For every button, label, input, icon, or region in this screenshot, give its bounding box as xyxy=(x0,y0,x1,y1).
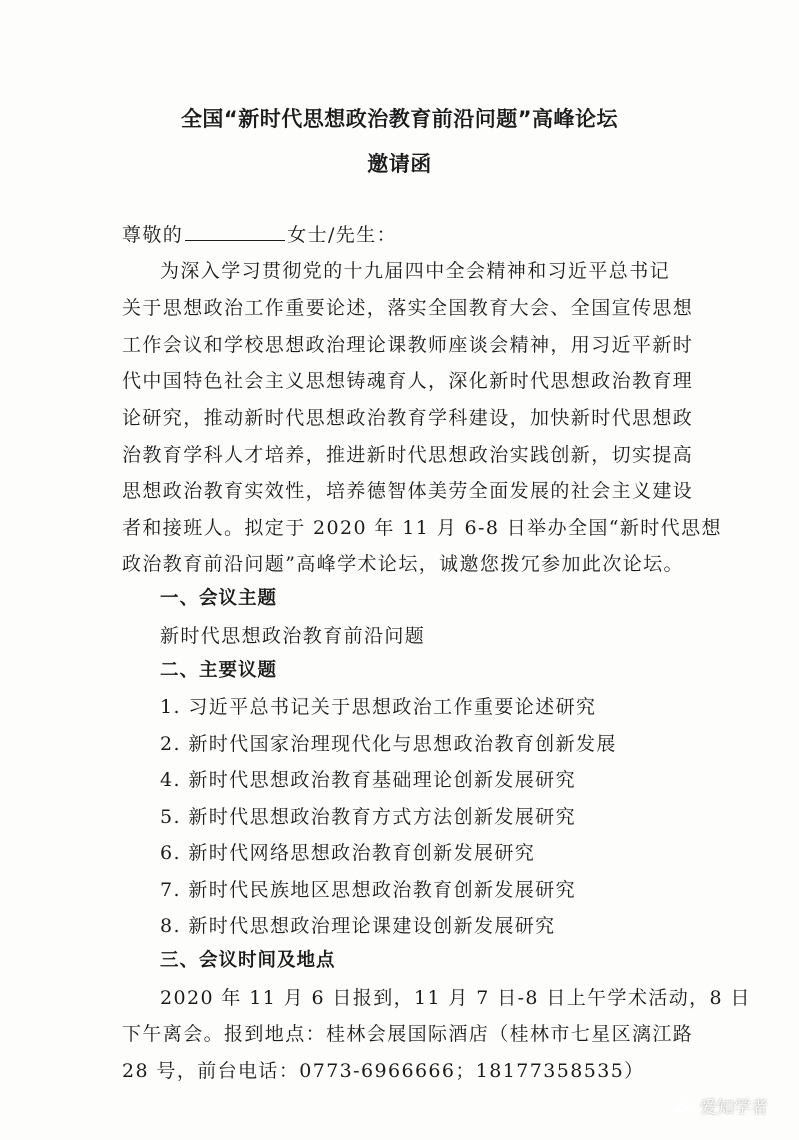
wechat-icon xyxy=(668,1094,696,1118)
section-heading-topics: 二、主要议题 xyxy=(160,660,278,681)
intro-line: 关于思想政治工作重要论述，落实全国教育大会、全国宣传思想 xyxy=(122,297,694,319)
document-subtitle: 邀请函 xyxy=(367,152,432,176)
time-location-line: 28 号，前台电话：0773-6966666；18177358535） xyxy=(122,1060,645,1082)
intro-line: 工作会议和学校思想政治理论课教师座谈会精神，用习近平新时 xyxy=(122,334,694,356)
topic-item: 2. 新时代国家治理现代化与思想政治教育创新发展 xyxy=(160,733,617,755)
intro-line: 为深入学习贯彻党的十九届四中全会精神和习近平总书记 xyxy=(160,260,671,282)
intro-line: 论研究，推动新时代思想政治教育学科建设，加快新时代思想政 xyxy=(122,407,694,429)
intro-line: 思想政治教育实效性，培养德智体美劳全面发展的社会主义建设 xyxy=(122,480,694,502)
name-blank xyxy=(185,221,285,241)
topic-item: 5. 新时代思想政治教育方式方法创新发展研究 xyxy=(160,806,576,828)
intro-line: 治教育学科人才培养，推进新时代思想政治实践创新，切实提高 xyxy=(122,444,694,466)
document-title: 全国“新时代思想政治教育前沿问题”高峰论坛 xyxy=(180,107,619,131)
salutation xyxy=(122,220,692,247)
watermark-text: 爱知学者 xyxy=(700,1098,768,1118)
time-location-line: 下午离会。报到地点：桂林会展国际酒店（桂林市七星区漓江路 xyxy=(122,1023,694,1045)
topic-item: 6. 新时代网络思想政治教育创新发展研究 xyxy=(160,842,536,864)
salutation-suffix: 女士/先生： xyxy=(287,224,398,246)
topic-item: 1. 习近平总书记关于思想政治工作重要论述研究 xyxy=(160,696,597,718)
section-theme-body: 新时代思想政治教育前沿问题 xyxy=(160,625,426,647)
topic-item: 7. 新时代民族地区思想政治教育创新发展研究 xyxy=(160,879,576,901)
section-heading-theme: 一、会议主题 xyxy=(160,588,278,609)
topic-item: 4. 新时代思想政治教育基础理论创新发展研究 xyxy=(160,769,576,791)
topic-item: 8. 新时代思想政治理论课建设创新发展研究 xyxy=(160,915,556,937)
watermark xyxy=(668,1093,768,1118)
intro-line: 代中国特色社会主义思想铸魂育人，深化新时代思想政治教育理 xyxy=(122,370,694,392)
section-heading-time-location: 三、会议时间及地点 xyxy=(160,950,336,971)
intro-line: 政治教育前沿问题”高峰学术论坛，诚邀您拨冗参加此次论坛。 xyxy=(122,553,684,575)
salutation-prefix: 尊敬的 xyxy=(122,224,184,246)
intro-line: 者和接班人。拟定于 2020 年 11 月 6-8 日举办全国“新时代思想 xyxy=(122,517,722,539)
time-location-line: 2020 年 11 月 6 日报到，11 月 7 日-8 日上午学术活动，8 日 xyxy=(160,987,751,1009)
